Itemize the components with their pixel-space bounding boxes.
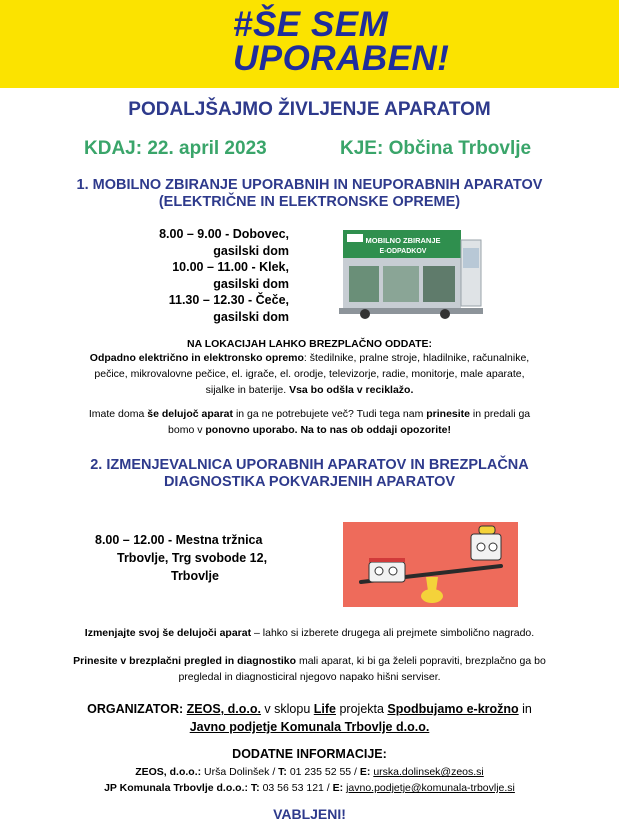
organizer xyxy=(0,700,619,736)
reuse-text: Imate doma xyxy=(88,408,148,420)
contact-label: E: xyxy=(332,782,347,794)
reuse-paragraph xyxy=(0,406,619,438)
reuse-text: in ga ne potrebujete več? Tudi tega nam xyxy=(233,408,427,420)
organizer-text: projekta xyxy=(336,702,388,716)
items-line3: sijalke in baterije. xyxy=(205,384,290,396)
reuse-bold: ponovno uporabo. Na to nas ob oddaji opozorite! xyxy=(205,424,451,436)
schedule-place: - Klek, xyxy=(248,260,289,274)
exchange-place: - Mestna tržnica xyxy=(164,533,263,547)
items-line2: pečice, mikrovalovne pečice, el. igrače, el. orodje, televizorje, radie, monitorje, male aparate, xyxy=(94,368,525,380)
section1-heading xyxy=(0,177,619,211)
collection-truck-image xyxy=(335,226,485,321)
reuse-text: in predali ga xyxy=(470,408,531,420)
schedule-venue: gasilski dom xyxy=(213,309,289,324)
schedule-place: - Dobovec, xyxy=(221,227,289,241)
reuse-bold: še delujoč aparat xyxy=(147,408,234,420)
accepted-items xyxy=(0,350,619,398)
contact-label: E: xyxy=(359,766,374,778)
diagnostics-text: mali aparat, ki bi ga želeli popraviti, brezplačno ga bo xyxy=(296,655,546,667)
exchange-bold: Izmenjajte svoj še delujoči aparat xyxy=(84,627,252,639)
exchange-schedule xyxy=(95,531,267,585)
diagnostics-paragraph xyxy=(0,653,619,685)
schedule-time: 11.30 – 12.30 xyxy=(168,293,245,307)
seesaw-appliances-image xyxy=(343,522,518,607)
schedule-place: - Čeče, xyxy=(244,293,289,307)
section2-heading-line1: 2. IZMENJEVALNICA UPORABNIH APARATOV IN BREZPLAČNA xyxy=(90,457,529,473)
contact-phone: 01 235 52 55 / xyxy=(289,766,360,778)
organizer-text: in xyxy=(518,702,532,716)
hashtag-line2: UPORABEN! xyxy=(233,39,450,78)
schedule-time: 8.00 – 9.00 xyxy=(159,227,222,241)
schedule-venue: gasilski dom xyxy=(213,276,289,291)
exchange-address: Trbovlje, Trg svobode 12, xyxy=(117,551,268,565)
organizer-partner: Javno podjetje Komunala Trbovlje d.o.o. xyxy=(189,720,430,734)
recycle-note: Vsa bo odšla v reciklažo. xyxy=(289,384,414,396)
schedule-venue: gasilski dom xyxy=(213,243,289,258)
section2-heading xyxy=(0,457,619,491)
collection-schedule xyxy=(120,226,289,325)
organizer-life: Life xyxy=(313,702,336,716)
contact-email-link[interactable]: urska.dolinsek@zeos.si xyxy=(373,766,484,778)
schedule-entry xyxy=(120,259,289,292)
reuse-bold: prinesite xyxy=(426,408,471,420)
event-location: KJE: Občina Trbovlje xyxy=(340,138,532,159)
schedule-time: 10.00 – 11.00 xyxy=(172,260,248,274)
organizer-label: ORGANIZATOR: xyxy=(87,702,187,716)
exchange-text: – lahko si izberete drugega ali prejmete simbolično nagrado. xyxy=(251,627,535,639)
reuse-text: bomo v xyxy=(168,424,206,436)
exchange-paragraph xyxy=(0,625,619,641)
section2-heading-line2: DIAGNOSTIKA POKVARJENIH APARATOV xyxy=(163,474,456,490)
contact-org: ZEOS, d.o.o.: xyxy=(135,766,205,778)
page-title: PODALJŠAJMO ŽIVLJENJE APARATOM xyxy=(128,99,491,120)
contact-heading: DODATNE INFORMACIJE: xyxy=(232,747,387,761)
footer-invite: VABLJENI! xyxy=(273,806,346,822)
truck-sign-line2: E-ODPADKOV xyxy=(379,248,427,255)
schedule-entry xyxy=(120,226,289,259)
truck-sign-line1: MOBILNO ZBIRANJE xyxy=(365,236,441,245)
items-bold: Odpadno električno in elektronsko opremo xyxy=(89,352,304,364)
hashtag-line1: #ŠE SEM xyxy=(233,5,389,44)
organizer-text: v sklopu xyxy=(260,702,314,716)
contact-label: T: xyxy=(278,766,290,778)
diagnostics-bold: Prinesite v brezplačni pregled in diagnostiko xyxy=(73,655,297,667)
organizer-zeos: ZEOS, d.o.o. xyxy=(186,702,261,716)
event-date: KDAJ: 22. april 2023 xyxy=(84,138,267,159)
contact-phone: 03 56 53 121 / xyxy=(262,782,333,794)
exchange-town: Trbovlje xyxy=(171,569,219,583)
exchange-time: 8.00 – 12.00 xyxy=(95,533,165,547)
section1-heading-line2: (ELEKTRIČNE IN ELEKTRONSKE OPREME) xyxy=(158,194,461,210)
section1-heading-line1: 1. MOBILNO ZBIRANJE UPORABNIH IN NEUPORABNIH APARATOV xyxy=(76,177,543,193)
schedule-entry xyxy=(120,292,289,325)
contact-org: JP Komunala Trbovlje d.o.o.: T: xyxy=(104,782,263,794)
diagnostics-text-line2: pregledal in diagnosticiral njegovo napako hišni serviser. xyxy=(178,671,441,683)
contact-person: Urša Dolinšek / xyxy=(204,766,279,778)
contact-details xyxy=(0,764,619,796)
items-text: : štedilnike, pralne stroje, hladilnike, računalnike, xyxy=(303,352,530,364)
campaign-hashtag xyxy=(233,5,450,78)
contact-email-link[interactable]: javno.podjetje@komunala-trbovlje.si xyxy=(346,782,515,794)
free-dropoff-heading: NA LOKACIJAH LAHKO BREZPLAČNO ODDATE: xyxy=(187,338,432,350)
organizer-project: Spodbujamo e-krožno xyxy=(387,702,519,716)
